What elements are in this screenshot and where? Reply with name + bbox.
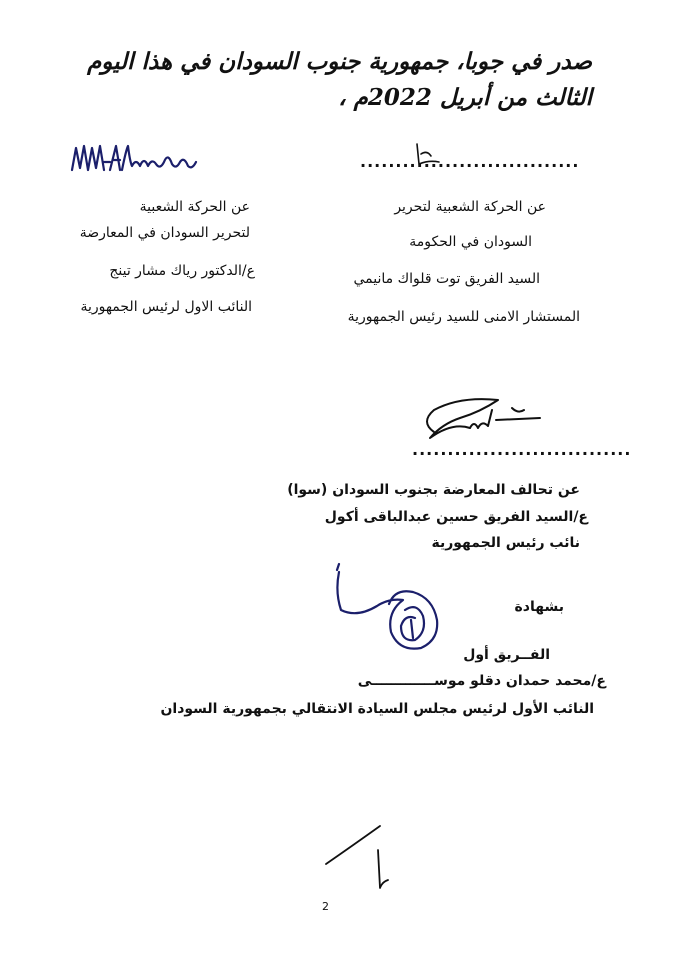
middle-signature-line: ............................... (412, 440, 632, 459)
middle-org: عن تحالف المعارضة بجنوب السودان (سوا) (287, 482, 580, 498)
right-signature-line: ............................... (360, 152, 580, 171)
bottom-initial (318, 812, 398, 892)
middle-title: نائب رئيس الجمهورية (431, 535, 580, 551)
right-title: المستشار الامنى للسيد رئيس الجمهورية (347, 309, 580, 325)
left-name: ع/الدكتور رياك مشار تينج (109, 263, 255, 279)
left-org-line-2: لتحرير السودان في المعارضة (79, 225, 250, 241)
right-name: السيد الفريق توت قلواك مانيمي (353, 271, 540, 287)
left-org-line-1: عن الحركة الشعبية (139, 199, 250, 215)
left-title: النائب الاول لرئيس الجمهورية (80, 299, 252, 315)
witness-name: ع/محمد حمدان دقلو موســـــــــــــى (357, 673, 606, 689)
heading-line-1: صدر في جوبا، جمهورية جنوب السودان في هذا اليوم (87, 48, 592, 75)
witness-title: النائب الأول لرئيس مجلس السيادة الانتقالي بجمهورية السودان (160, 701, 594, 717)
page-number: 2 (322, 900, 329, 913)
right-org-line-1: عن الحركة الشعبية لتحرير (394, 199, 546, 215)
left-signature (70, 140, 200, 180)
middle-name: ع/السيد الفريق حسين عبدالباقى أكول (324, 509, 588, 525)
witness-rank: الفــريق أول (463, 647, 550, 663)
witness-signature (325, 562, 450, 662)
heading-line-2: الثالث من أبريل 2022م ، (338, 84, 592, 111)
witness-label: بشهادة (514, 599, 564, 615)
right-org-line-2: السودان في الحكومة (409, 234, 532, 250)
